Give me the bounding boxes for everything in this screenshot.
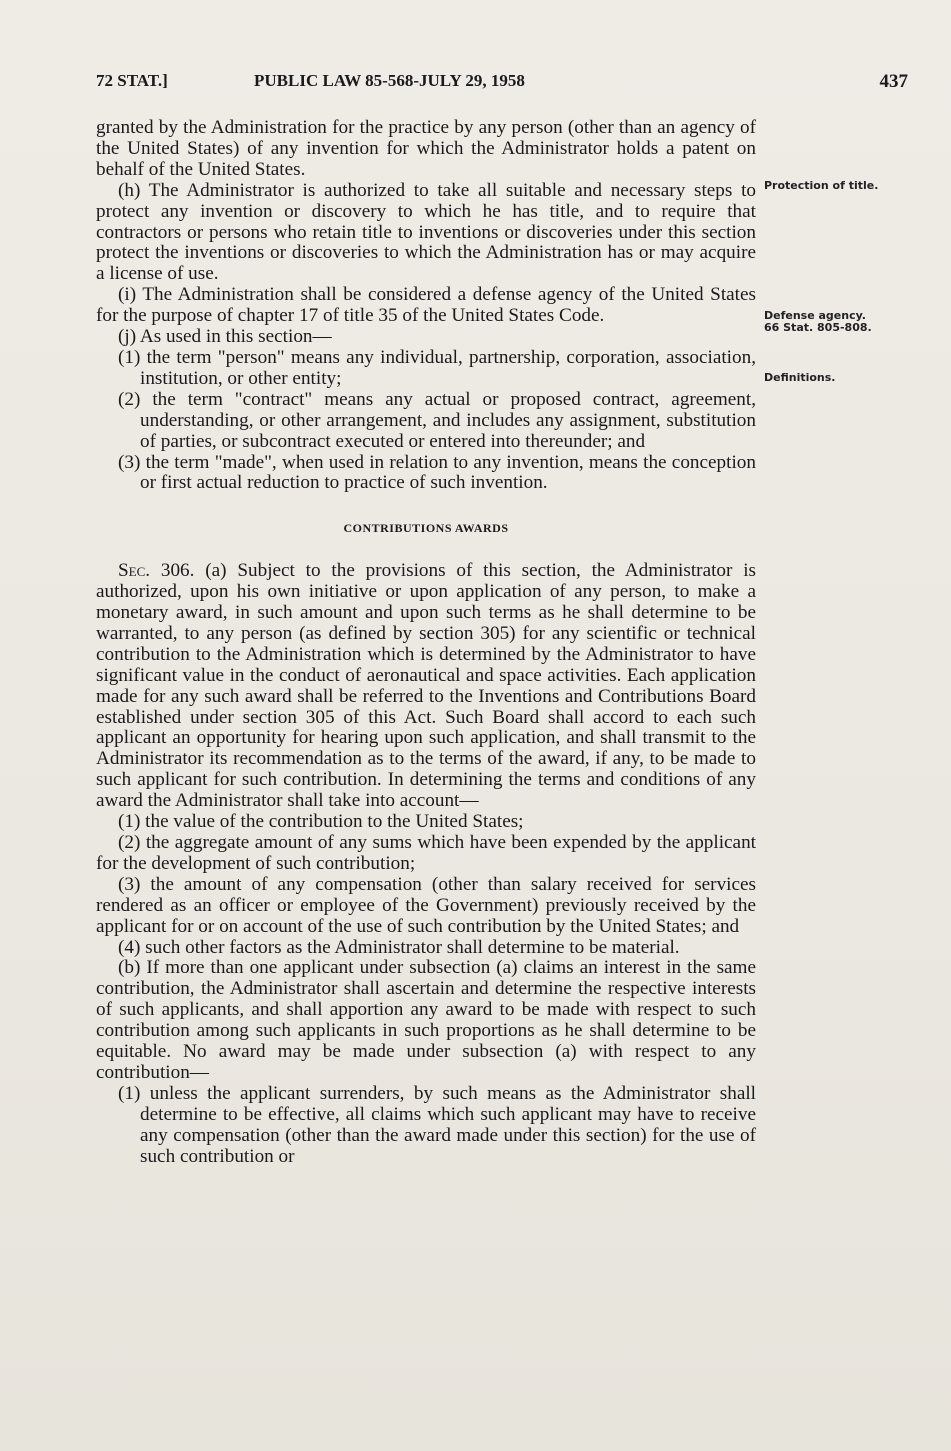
definition-contract: (2) the term "contract" means any actual or proposed contract, agreement, understanding, or other arrangement, and includes any assignment, substitution of parties, or subcontract executed or entered into thereunder; and	[118, 388, 756, 452]
definition-made: (3) the term "made", when used in relation to any invention, means the conception or first actual reduction to practice of such invention.	[118, 451, 756, 494]
paragraph-h: (h) The Administrator is authorized to take all suitable and necessary steps to protect any invention or discovery to which he has title, and to require that contractors or persons who retain title to inventions or discoveries under this section protect the inventions or discoveries to which the Administration has or may acquire a license of use.	[96, 179, 756, 285]
definition-person: (1) the term "person" means any individual, partnership, corporation, association, institution, or other entity;	[118, 346, 756, 389]
section-306-a	[96, 561, 756, 812]
section-label: Sec. 306.	[118, 560, 195, 582]
margin-note-defense-agency	[764, 310, 914, 334]
section-heading: CONTRIBUTIONS AWARDS	[343, 521, 509, 536]
page-number: 437	[879, 71, 908, 92]
stat-reference: 72 STAT.]	[96, 71, 168, 90]
factor-3: (3) the amount of any compensation (other than salary received for services rendered as an officer or employee of the Government) previously received by the applicant for or on account of the use of such contribution by the United States; and	[96, 873, 756, 937]
paragraph-i: (i) The Administration shall be considered a defense agency of the United States for the purpose of chapter 17 of title 35 of the United States Code.	[96, 284, 756, 327]
body-text	[96, 118, 756, 1168]
running-header	[96, 71, 908, 97]
section-306-b: (b) If more than one applicant under subsection (a) claims an interest in the same contribution, the Administrator shall ascertain and determine the respective interests of such applicants, and shall apportion any award to be made with respect to such contribution among such applicants in such proportions as he shall determine to be equitable. No award may be made under subsection (a) with respect to any contribution—	[96, 957, 756, 1083]
condition-1: (1) unless the applicant surrenders, by such means as the Administrator shall determine to be effective, all claims which such applicant may have to receive any compensation (other than the award made under this section) for the use of such contribution or	[118, 1082, 756, 1167]
paragraph-continuation: granted by the Administration for the practice by any person (other than an agency of the United States) of any invention for which the Administrator holds a patent on behalf of the United States.	[96, 117, 756, 180]
paragraph-j: (j) As used in this section—	[118, 326, 332, 348]
margin-note-defense-line-2: 66 Stat. 805-808.	[764, 321, 872, 334]
law-title: PUBLIC LAW 85-568-JULY 29, 1958	[254, 71, 525, 90]
factor-1: (1) the value of the contribution to the United States;	[118, 811, 524, 833]
factor-2: (2) the aggregate amount of any sums which have been expended by the applicant for the development of such contribution;	[96, 832, 756, 874]
margin-note-defense-line-1: Defense agency.	[764, 309, 866, 322]
margin-note-definitions: Definitions.	[764, 371, 836, 384]
margin-note-protection: Protection of title.	[764, 179, 879, 192]
factor-4: (4) such other factors as the Administrator shall determine to be material.	[118, 936, 680, 958]
section-306-a-text: (a) Subject to the provisions of this section, the Administrator is authorized, upon his own initiative or upon application of any person, to make a monetary award, in such amount and upon such terms as he shall determine to be warranted, to any person (as defined by section 305) for any scientific or technical contribution to the Administration which is determined by the Administrator to have significant value in the conduct of aeronautical and space activities. Each application made for any such award shall be referred to the Inventions and Contributions Board established under section 305 of this Act. Such Board shall accord to each such applicant an opportunity for hearing upon such application, and shall transmit to the Administrator its recommendation as to the terms of the award, if any, to be made to such applicant for such contribution. In determining the terms and conditions of any award the Administrator shall take into account—	[96, 560, 756, 812]
